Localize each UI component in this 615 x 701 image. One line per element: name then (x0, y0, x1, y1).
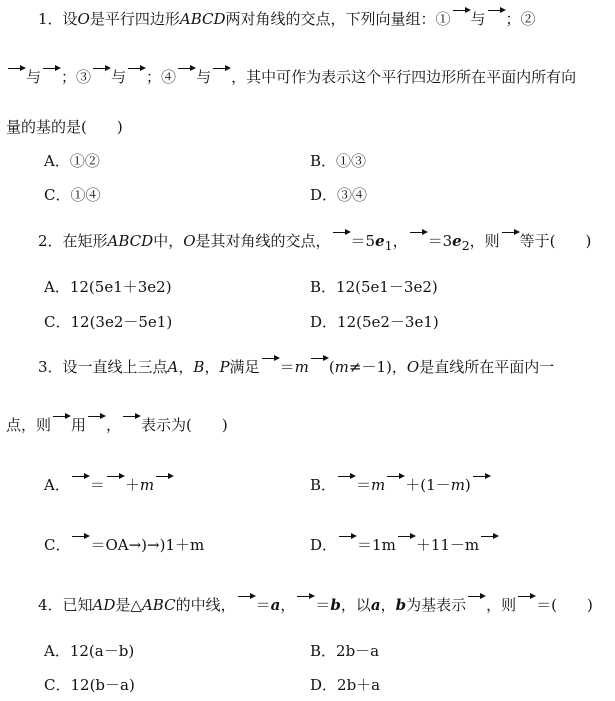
option-label: A．12(a－b) (44, 642, 135, 660)
q2-option-d[interactable] (310, 311, 439, 332)
vector-arrow-icon (337, 536, 357, 550)
q2-text: ＝5 (350, 232, 376, 250)
q1-var: ABCD (179, 10, 226, 28)
q4-var: a (270, 596, 281, 614)
q3-var: m (334, 358, 349, 376)
q2-text: ，则 (469, 232, 500, 250)
q3-text: 表示为( ) (141, 416, 228, 434)
q3-option-a[interactable] (44, 474, 174, 495)
vector-arrow-icon (260, 358, 280, 372)
vector-arrow-icon (91, 68, 111, 82)
q2-subscript: 1 (384, 238, 393, 253)
q1-text: ；② (505, 10, 536, 28)
q3-option-c[interactable] (44, 534, 204, 555)
option-label: C．①④ (44, 186, 101, 204)
option-label: A． (44, 476, 70, 494)
option-label: C．12(3e2－5e1) (44, 313, 173, 331)
q4-var: b (330, 596, 341, 614)
q3-option-d[interactable] (310, 534, 499, 555)
q1-text: 与 (26, 68, 42, 86)
q1-var: O (77, 10, 90, 28)
vector-arrow-icon (479, 536, 499, 550)
option-label: A．①② (44, 152, 100, 170)
q2-text: 中， (153, 232, 184, 250)
q2-text: ， (392, 232, 408, 250)
q1-option-c[interactable] (44, 184, 100, 205)
vector-arrow-icon (451, 10, 471, 24)
vector-arrow-icon (309, 358, 329, 372)
q4-stem (38, 594, 615, 615)
q4-text: 4．已知 (38, 596, 93, 614)
q3-var: m (139, 476, 155, 494)
q4-text: 是△ (115, 596, 142, 614)
option-label: B．12(5e1－3e2) (310, 278, 438, 296)
q1-text: 量的基的是( ) (6, 118, 123, 136)
option-label: D． (310, 536, 338, 554)
q4-var: b (395, 596, 407, 614)
q1-text: 是平行四边形 (89, 10, 180, 28)
vector-arrow-icon (70, 476, 90, 490)
vector-arrow-icon (396, 536, 416, 550)
q3-text: ， (178, 358, 194, 376)
vector-arrow-icon (70, 536, 90, 550)
q4-text: 为基表示 (406, 596, 467, 614)
q4-text: ， (280, 596, 296, 614)
q4-text: ＝ (255, 596, 271, 614)
option-text: ) (464, 476, 471, 494)
q4-text: ＝ (315, 596, 331, 614)
q1-line3 (6, 116, 615, 137)
q1-text: ；④ (146, 68, 177, 86)
q3-text: 3．设一直线上三点 (38, 358, 168, 376)
q4-option-b[interactable] (310, 640, 379, 661)
vector-arrow-icon (6, 68, 26, 82)
q1-text: 1．设 (38, 10, 78, 28)
vector-arrow-icon (105, 476, 125, 490)
q1-text: 两对角线的交点，下列向量组：① (225, 10, 451, 28)
q2-option-b[interactable] (310, 276, 438, 297)
vector-arrow-icon (408, 232, 428, 246)
q1-text: 与 (470, 10, 486, 28)
q4-text: ＝( ) (536, 596, 593, 614)
q3-option-b[interactable] (310, 474, 491, 495)
q2-var: O (183, 232, 196, 250)
q4-var: ABC (141, 596, 176, 614)
q1-text: 与 (111, 68, 127, 86)
q3-var: A (167, 358, 179, 376)
q1-option-d[interactable] (310, 184, 367, 205)
q3-var: m (294, 358, 309, 376)
q1-text: ，其中可作为表示这个平行四边形所在平面内所有向 (231, 68, 577, 86)
option-label: C．12(b－a) (44, 676, 135, 694)
q3-text: 用 (71, 416, 87, 434)
option-label: B．①③ (310, 152, 367, 170)
vector-arrow-icon (236, 596, 256, 610)
vector-arrow-icon (516, 596, 536, 610)
q1-line2 (6, 66, 615, 87)
q3-line1 (38, 356, 615, 377)
q2-var: ABCD (107, 232, 154, 250)
option-text: ＝OA→)→)1＋m (90, 536, 205, 554)
q2-text: 是其对角线的交点， (195, 232, 331, 250)
vector-arrow-icon (121, 416, 141, 430)
vector-arrow-icon (331, 232, 351, 246)
vector-arrow-icon (211, 68, 231, 82)
q1-option-a[interactable] (44, 150, 100, 171)
q4-var: a (370, 596, 381, 614)
q3-text: 满足 (229, 358, 260, 376)
q3-text: 点，则 (6, 416, 52, 434)
option-text: ＝ (356, 476, 372, 494)
q1-text: ；③ (61, 68, 92, 86)
q2-option-c[interactable] (44, 311, 172, 332)
vector-arrow-icon (41, 68, 61, 82)
vector-arrow-icon (471, 476, 491, 490)
vector-arrow-icon (486, 10, 506, 24)
vector-arrow-icon (176, 68, 196, 82)
option-text: ＋11－m (415, 536, 480, 554)
vector-arrow-icon (86, 416, 106, 430)
option-label: B． (310, 476, 337, 494)
vector-arrow-icon (126, 68, 146, 82)
q3-text: ＝ (279, 358, 295, 376)
q4-option-c[interactable] (44, 674, 135, 695)
option-text: ＋ (124, 476, 140, 494)
option-label: D．2b＋a (310, 676, 381, 694)
q2-text: ＝3 (427, 232, 453, 250)
vector-arrow-icon (154, 476, 174, 490)
q3-text: ( (328, 358, 335, 376)
option-text: ＝ (89, 476, 105, 494)
q4-text: ， (380, 596, 396, 614)
option-text: ＋(1－ (405, 476, 451, 494)
q3-var: O (406, 358, 420, 376)
q4-option-d[interactable] (310, 674, 380, 695)
q4-text: ，则 (486, 596, 517, 614)
option-label: A．12(5e1＋3e2) (44, 278, 172, 296)
q3-line2 (6, 414, 615, 435)
q3-var: m (371, 476, 386, 494)
q3-text: 是直线所在平面内一 (419, 358, 555, 376)
q2-var: e (452, 232, 462, 250)
option-label: D．③④ (310, 186, 368, 204)
q3-text: ≠－1)， (348, 358, 407, 376)
q2-text: 2．在矩形 (38, 232, 108, 250)
q3-var: B (193, 358, 205, 376)
q3-var: P (219, 358, 230, 376)
vector-arrow-icon (51, 416, 71, 430)
q2-subscript: 2 (461, 238, 470, 253)
q4-option-a[interactable] (44, 640, 134, 661)
q3-var: m (450, 476, 465, 494)
q2-stem (38, 230, 615, 253)
q2-option-a[interactable] (44, 276, 172, 297)
q2-var: e (375, 232, 385, 250)
q4-text: 的中线， (175, 596, 236, 614)
vector-arrow-icon (466, 596, 486, 610)
vector-arrow-icon (500, 232, 520, 246)
q3-text: ， (106, 416, 122, 434)
q4-var: AD (92, 596, 116, 614)
q1-text: 与 (196, 68, 212, 86)
vector-arrow-icon (295, 596, 315, 610)
q4-text: ，以 (340, 596, 371, 614)
q1-option-b[interactable] (310, 150, 366, 171)
option-label: C． (44, 536, 71, 554)
option-text: ＝1m (357, 536, 396, 554)
q2-text: 等于( ) (519, 232, 592, 250)
q3-text: ， (204, 358, 220, 376)
option-label: D．12(5e2－3e1) (310, 313, 439, 331)
option-label: B．2b－a (310, 642, 380, 660)
q1-line1 (38, 8, 615, 29)
vector-arrow-icon (336, 476, 356, 490)
vector-arrow-icon (385, 476, 405, 490)
